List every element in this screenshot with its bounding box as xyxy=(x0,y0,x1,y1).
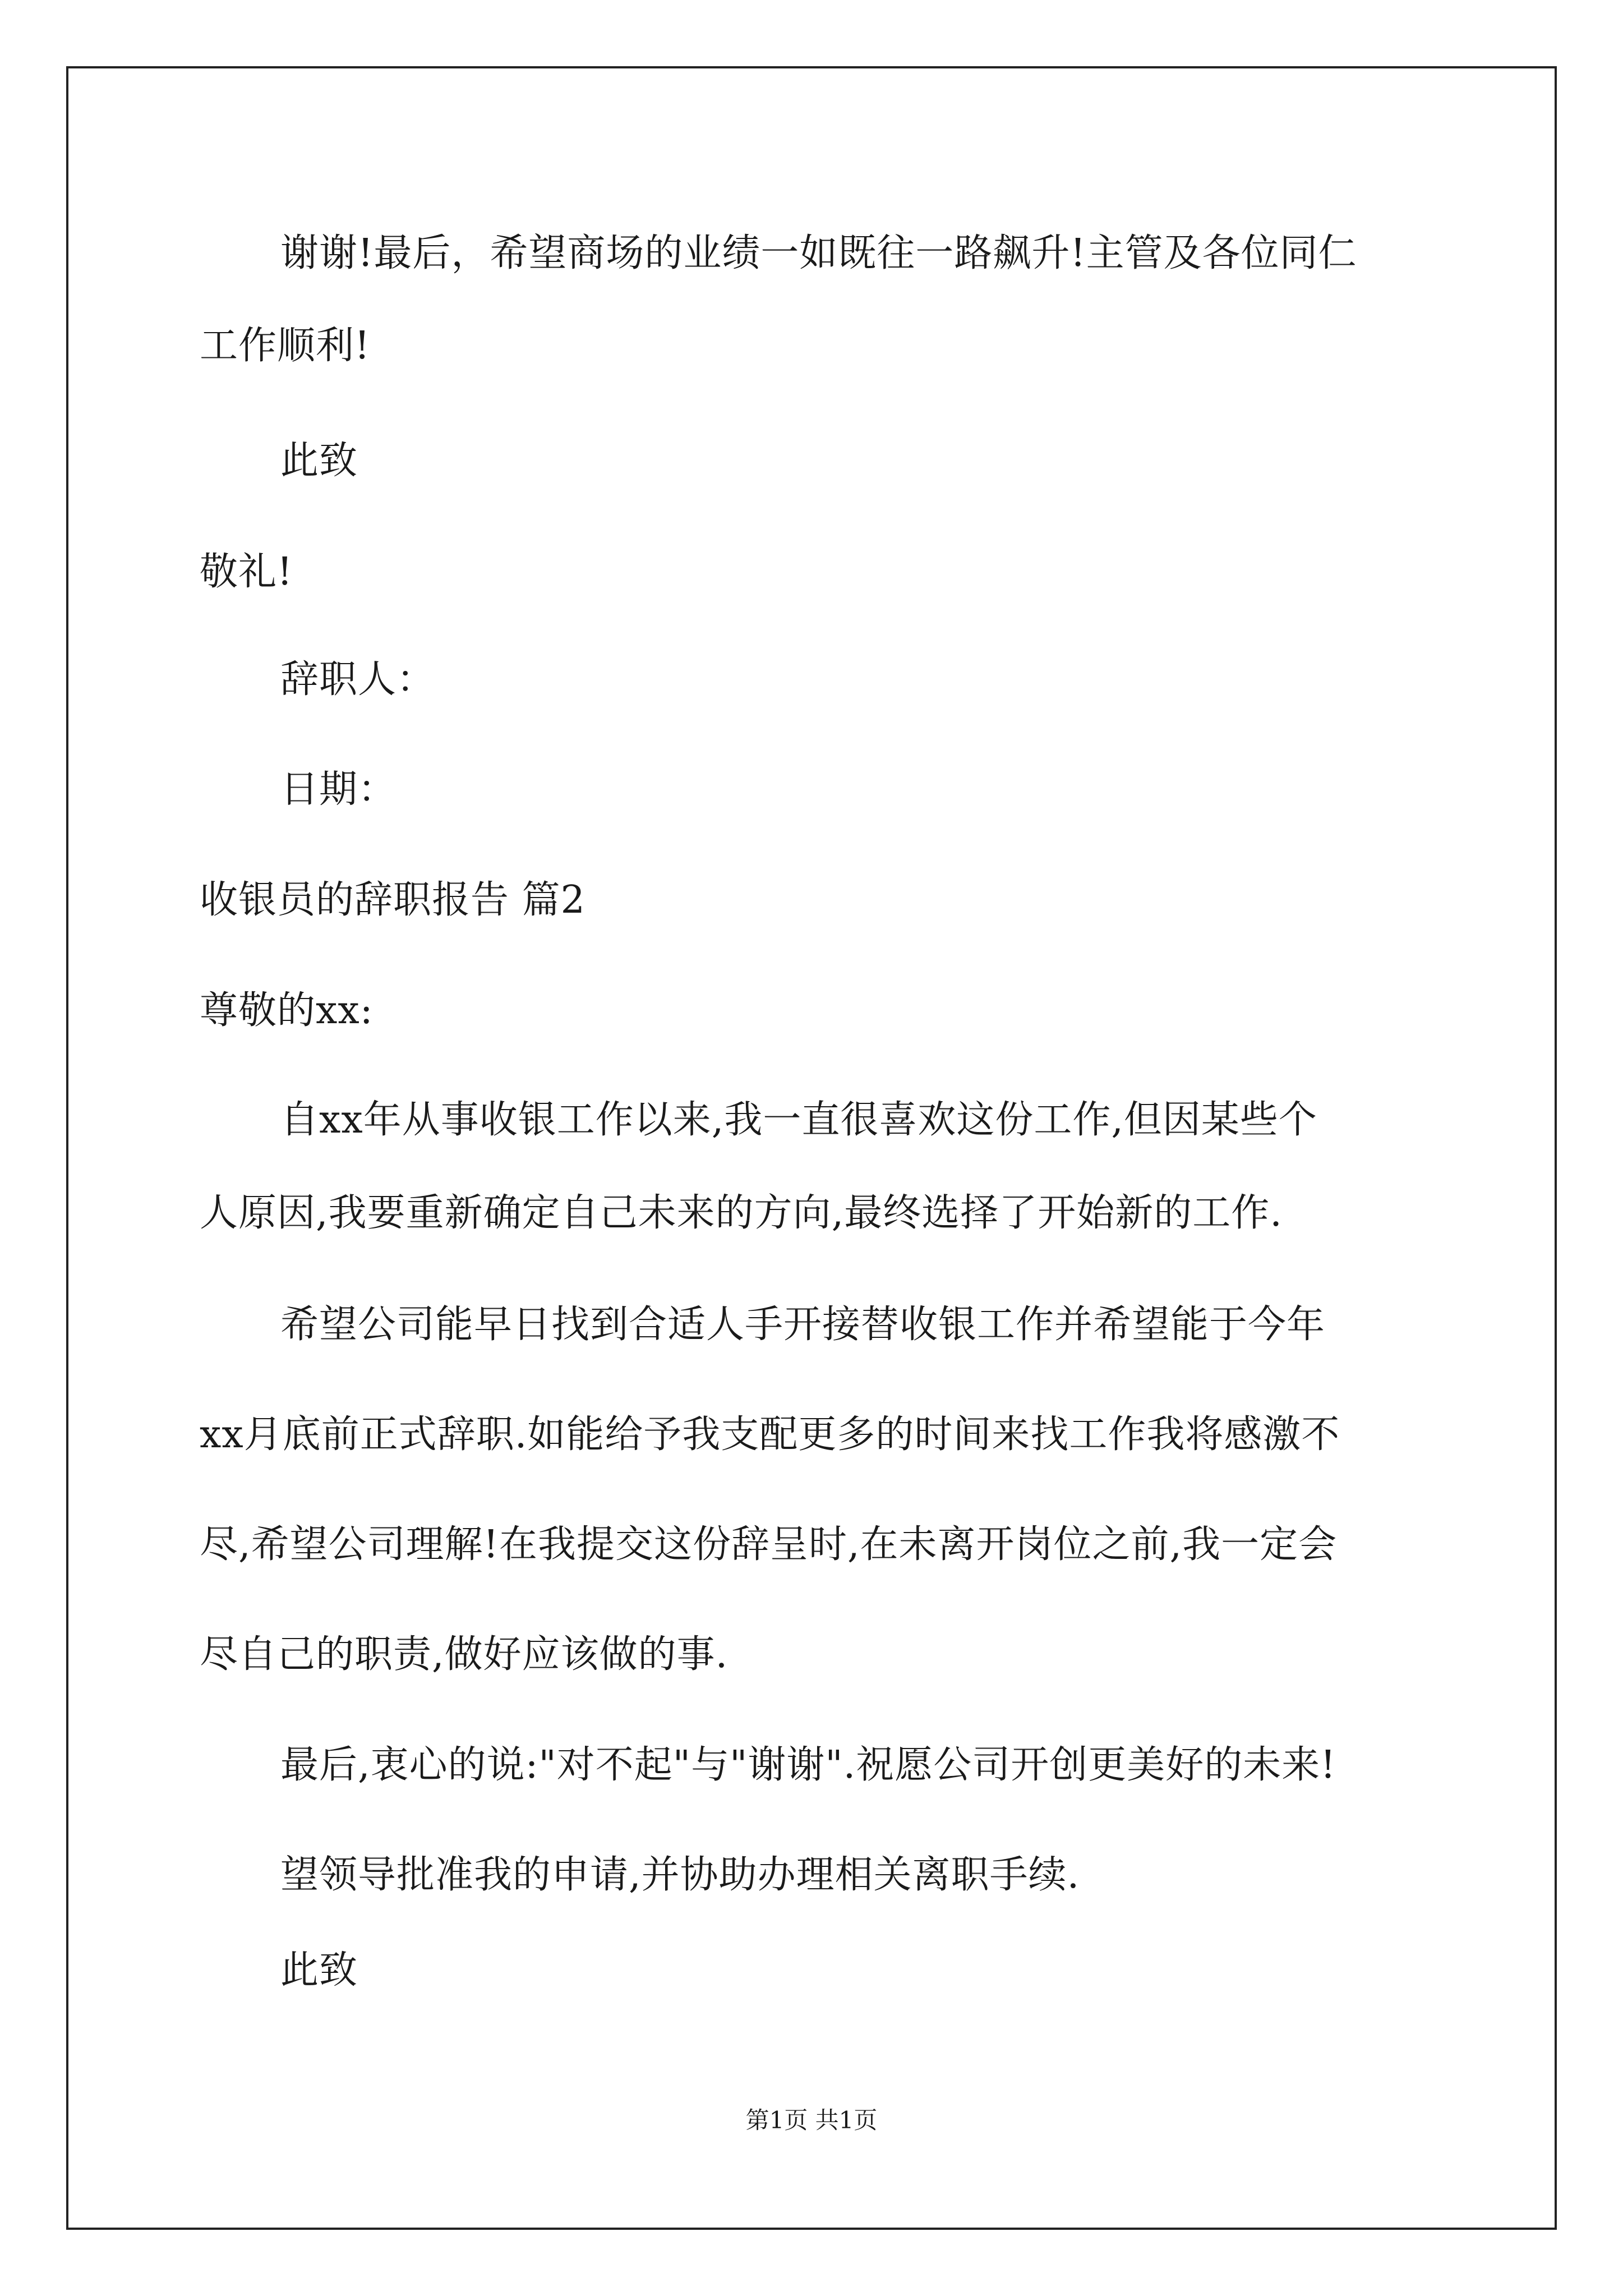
page-border xyxy=(66,66,1557,2230)
date-label: 日期： xyxy=(280,767,397,812)
body-line-13: 尽,希望公司理解!在我提交这份辞呈时,在未离开岗位之前,我一定会 xyxy=(200,1522,1338,1567)
page-number: 第1页 共1页 xyxy=(745,2106,878,2134)
body-line-11: 希望公司能早日找到合适人手开接替收银工作并希望能于今年 xyxy=(280,1303,1326,1347)
body-line-15: 最后,衷心的说:"对不起"与"谢谢".祝愿公司开创更美好的未来! xyxy=(280,1743,1336,1787)
body-line-16: 望领导批准我的申请,并协助办理相关离职手续. xyxy=(280,1853,1080,1897)
body-line-12: xx月底前正式辞职.如能给予我支配更多的时间来找工作我将感激不 xyxy=(200,1412,1340,1457)
section-heading: 收银员的辞职报告 篇2 xyxy=(200,878,585,922)
closing-regards: 敬礼! xyxy=(200,550,293,594)
body-line-1: 谢谢!最后，希望商场的业绩一如既往一路飙升!主管及各位同仁 xyxy=(280,231,1357,275)
greeting: 尊敬的xx: xyxy=(200,988,374,1033)
closing-salutation: 此致 xyxy=(280,439,358,483)
body-line-9: 自xx年从事收银工作以来,我一直很喜欢这份工作,但因某些个 xyxy=(280,1098,1317,1142)
body-line-14: 尽自己的职责,做好应该做的事. xyxy=(200,1632,728,1677)
body-line-10: 人原因,我要重新确定自己未来的方向,最终选择了开始新的工作. xyxy=(200,1191,1283,1235)
body-line-2: 工作顺利! xyxy=(200,324,371,368)
closing-salutation-2: 此致 xyxy=(280,1948,358,1993)
signature-label: 辞职人： xyxy=(280,657,436,702)
